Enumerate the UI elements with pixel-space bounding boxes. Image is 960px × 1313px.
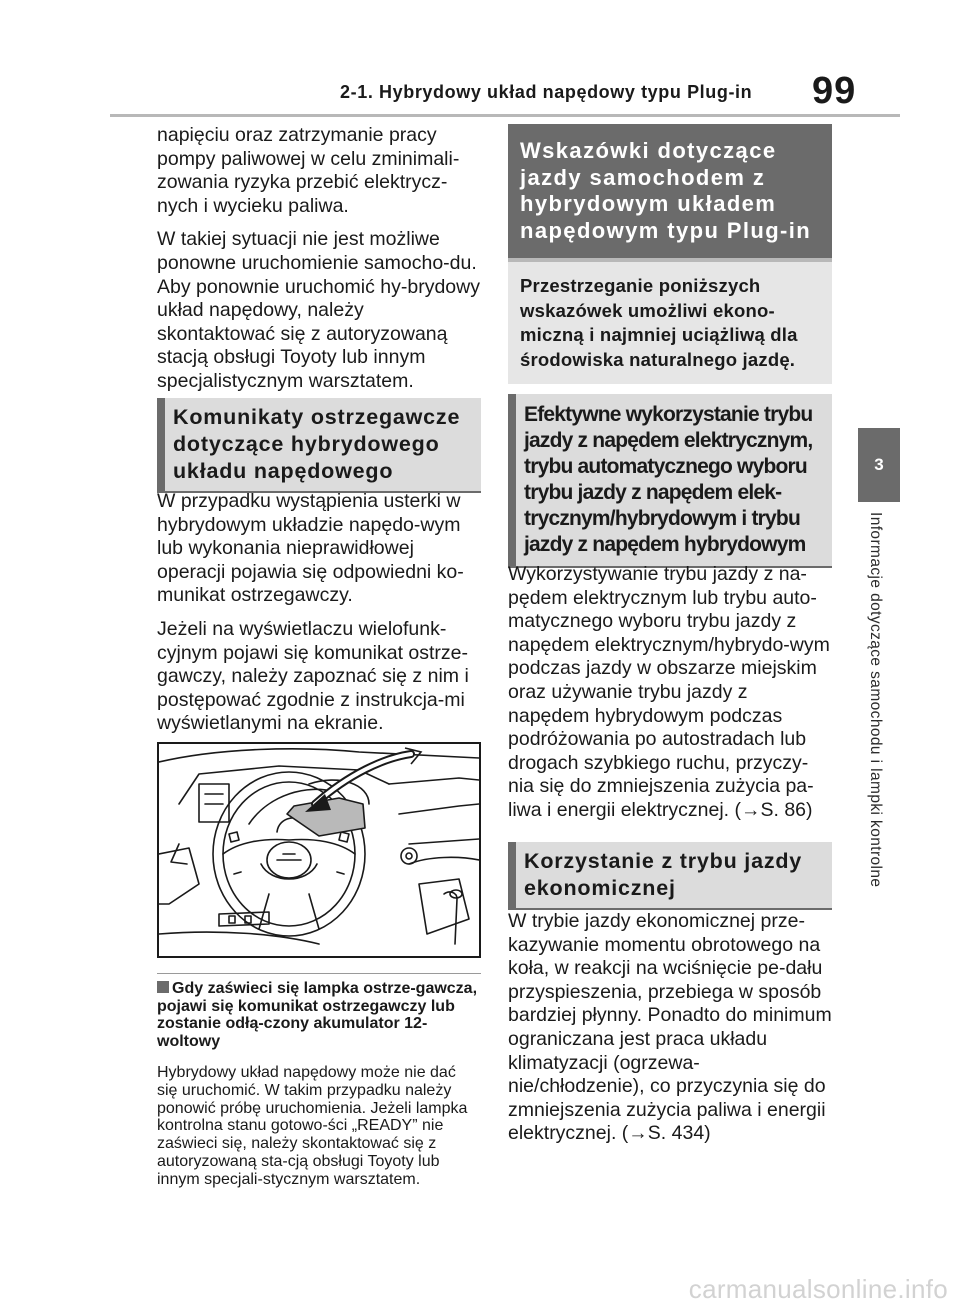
heading-eco-mode: Korzystanie z trybu jazdy ekonomicznej	[508, 842, 832, 910]
header-divider	[110, 114, 900, 117]
left-paragraph-1: napięciu oraz zatrzymanie pracy pompy paliwowej w celu zminimali-zowania ryzyka przebić elektrycz-nych i wycieku paliwa.	[157, 124, 460, 217]
right-paragraph-2: W trybie jazdy ekonomicznej prze-kazywanie momentu obrotowego na koła, w reakcji na wciśnięcie pe-dału przyspieszenia, przebiega w sposób bardziej płynny. Ponadto do minimum ograniczana jest praca układu klimatyzacji (ogrzewa-nie/chłodzenie), co przyczynia się do zmniejszenia zużycia paliwa i energii elektrycznej. (→S. 434)	[508, 910, 832, 1145]
section-title: 2-1. Hybrydowy układ napędowy typu Plug-in	[340, 82, 753, 102]
heading-efficient-modes: Efektywne wykorzystanie trybu jazdy z napędem elektrycznym, trybu automatycznego wyboru trybu jazdy z napędem elek-trycznym/hybrydowym i trybu jazdy z napędem hybrydowym	[508, 394, 832, 568]
right-paragraph-1: Wykorzystywanie trybu jazdy z na-pędem elektrycznym lub trybu auto-matycznego wyboru trybu jazdy z napędem elektrycznym/hybrydo-wym podczas jazdy w obszarze miejskim oraz używanie trybu jazdy z napędem hybrydowym podczas podróżowania po autostradach lub drogach szybkiego ruchu, przyczy-nia się do zmniejszenia zużycia pa-liwa i energii elektrycznej. (→S. 86)	[508, 563, 830, 821]
chapter-tab	[858, 428, 900, 502]
left-paragraph-2: W takiej sytuacji nie jest możliwe ponowne uruchomienie samocho-du. Aby ponownie uruchomić hy-brydowy układ napędowy, należy skontaktować się z autoryzowaną stacją obsługi Toyoty lub innym specjalistycznym warsztatem.	[157, 228, 480, 392]
steering-wheel-illustration	[159, 744, 479, 956]
subsection-body: Hybrydowy układ napędowy może nie dać się uruchomić. W takim przypadku należy ponowić próbę uruchomienia. Jeżeli lampka kontrolna stanu gotowo-ści „READY” nie zaświeci się, należy skontaktować się z autoryzowaną sta-cją obsługi Toyoty lub innym specjali-stycznym warsztatem.	[157, 1064, 468, 1188]
chapter-number: 3	[874, 455, 884, 474]
left-paragraph-4: Jeżeli na wyświetlaczu wielofunk-cyjnym pojawi się komunikat ostrze-gawczy, należy zapoznać się z nim i postępować zgodnie z instrukcja-mi wyświetlanymi na ekranie.	[157, 617, 469, 735]
dashboard-illustration	[157, 742, 481, 958]
subsection-heading	[157, 980, 481, 1050]
heading-driving-tips: Wskazówki dotyczące jazdy samochodem z hybrydowym układem napędowym typu Plug-in	[508, 124, 832, 262]
page-number: 99	[812, 70, 857, 112]
left-column-top	[157, 124, 482, 404]
chapter-title: Informacje dotyczące samochodu i lampki kontrolne	[867, 512, 884, 888]
square-bullet-icon	[157, 981, 169, 993]
left-column-middle	[157, 490, 482, 746]
left-paragraph-3: W przypadku wystąpienia usterki w hybrydowym układzie napędo-wym lub wykonania nieprawidłowej operacji pojawia się odpowiedni ko-munikat ostrzegawczy.	[157, 490, 464, 607]
figure-divider	[157, 973, 481, 974]
right-column-middle	[508, 563, 833, 833]
watermark: carmanualsonline.info	[688, 1274, 948, 1304]
subsection-heading-text: Gdy zaświeci się lampka ostrze-gawcza, pojawi się komunikat ostrzegawczy lub zostanie odłą-czony akumulator 12-woltowy	[157, 980, 478, 1050]
right-column-bottom	[508, 910, 833, 1156]
lead-paragraph: Przestrzeganie poniższych wskazówek umożliwi ekono-miczną i najmniej uciążliwą dla środowiska naturalnego jazdę.	[508, 262, 832, 384]
heading-warning-messages: Komunikaty ostrzegawcze dotyczące hybrydowego układu napędowego	[157, 398, 481, 493]
